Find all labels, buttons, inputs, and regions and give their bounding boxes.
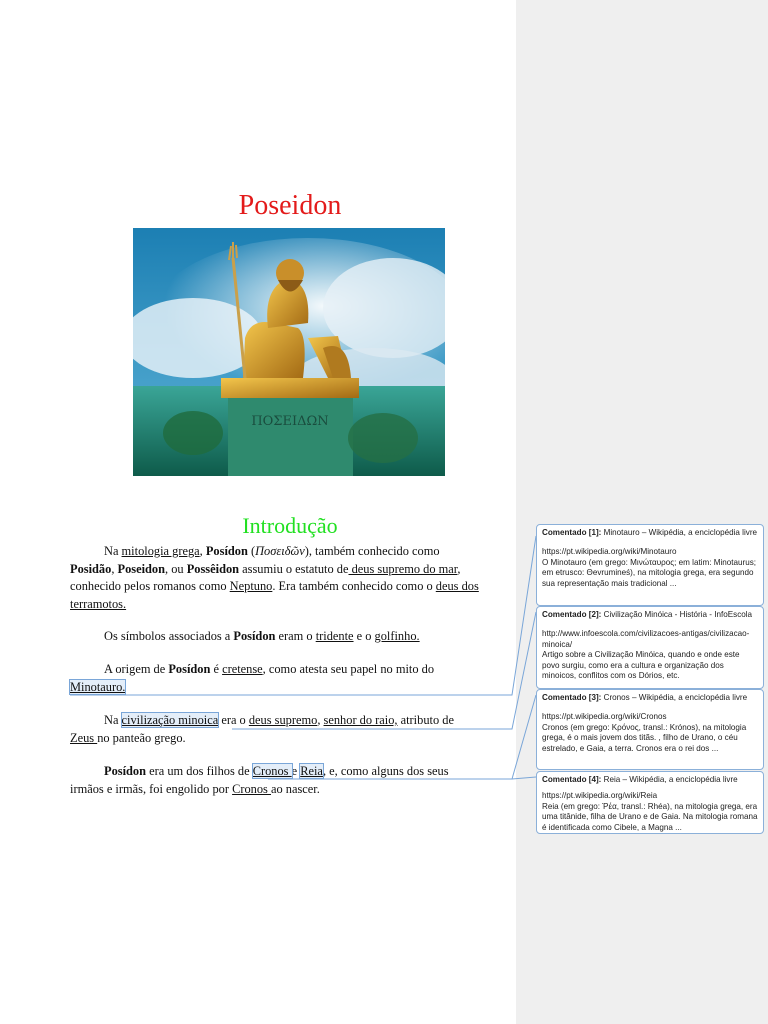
comment-title: Reia – Wikipédia, a enciclopédia livre [601,775,738,784]
text: Na [104,544,122,558]
bold-posidon: Posídon [104,764,147,778]
link-senhor-do-raio[interactable]: senhor do raio, [323,713,398,727]
link-zeus[interactable]: Zeus [70,730,98,745]
bold-poseidon: Poseidon [117,561,166,576]
comment-title: Civilização Minóica - História - InfoEscola [601,610,753,619]
text: Os símbolos associados a [104,629,234,643]
comment-url: http://www.infoescola.com/civilizacoes-antigas/civilizacao-minoica/ [542,629,750,649]
comment-header: Comentado [2]: [542,610,602,619]
bold-posidon: Posídon [233,629,276,643]
text: , [199,544,206,558]
text: A origem de [104,662,169,676]
link-cronos[interactable]: Cronos [252,764,292,778]
comment-body: Artigo sobre a Civilização Minóica, quando e onde este povo surgiu, como era a cultura e organização dos minoicos, conflitos com os Dórios, etc. [542,650,740,681]
comment-url: https://pt.wikipedia.org/wiki/Cronos [542,712,667,722]
link-civilizacao-minoica[interactable]: civilização minoica [121,713,219,727]
link-neptuno[interactable]: Neptuno [229,579,273,593]
text: e o [353,629,375,643]
comment-header: Comentado [3]: [542,693,602,702]
text: , [317,713,324,727]
comment-header: Comentado [4]: [542,775,602,784]
link-deus-terramotos[interactable]: deus dos terramotos. [70,579,479,611]
comment-url: https://pt.wikipedia.org/wiki/Minotauro [542,547,677,557]
comment-body: O Minotauro (em grego: Μινώταυρος; em latim: Minotaurus; em etrusco: Θevrumineś), na mitologia grega, era segundo sua representação mais tradicional ... [542,557,757,588]
text: Na [104,713,122,727]
comment-body: Reia (em grego: Ῥέα, transl.: Rhéa), na mitologia grega, era uma titânide, filha de Urano e de Gaia. Na mitologia romana é identificada como Cibele, a Magna ... [542,801,758,832]
text: e [291,764,301,778]
comment-header: Comentado [1]: [542,528,602,537]
link-deus-supremo-mar[interactable]: deus supremo do mar [348,561,458,576]
text: assumiu o estatuto de [239,561,349,576]
text: no panteão grego. [97,730,186,745]
text: ao nascer. [270,781,320,796]
bold-posseidon: Possêidon [186,561,240,576]
text: era um dos filhos de [146,764,253,778]
comment-2[interactable] [536,606,764,689]
link-golfinho[interactable]: golfinho. [374,629,420,643]
comment-1[interactable] [536,524,764,606]
text: ), também conhecido como [304,544,440,558]
text: , conhecido pelos romanos como [70,561,461,593]
link-mitologia-grega[interactable]: mitologia grega [121,544,200,558]
statue-inscription: ΠΟΣΕΙΔΩΝ [251,414,329,429]
greek-name: Ποσειδῶν [255,544,305,558]
bold-posidon: Posídon [205,544,248,558]
text: era o [218,713,249,727]
text: atributo de [397,713,454,727]
text: , ou [165,561,187,576]
page-title: Poseidon [238,190,342,221]
bold-posidao: Posidão [70,561,112,576]
link-reia[interactable]: Reia [300,764,323,778]
comment-title: Cronos – Wikipédia, a enciclopédia livre [601,693,748,702]
comment-url: https://pt.wikipedia.org/wiki/Reia [542,791,658,801]
comment-title: Minotauro – Wikipédia, a enciclopédia livre [601,528,758,537]
text: eram o [275,629,316,643]
comment-4[interactable] [536,771,764,834]
text: , [111,561,118,576]
link-deus-supremo[interactable]: deus supremo [248,713,318,727]
link-tridente[interactable]: tridente [315,629,354,643]
text: . Era também conhecido como o [272,579,436,593]
comment-3[interactable] [536,689,764,770]
text: , como atesta seu papel no mito do [262,662,435,676]
text: ( [247,544,256,558]
link-cronos-2[interactable]: Cronos [232,781,271,796]
link-minotauro[interactable]: Minotauro. [70,679,126,694]
text: é [210,662,223,676]
link-cretense[interactable]: cretense [222,662,263,676]
bold-posidon: Posídon [168,662,211,676]
comment-body: Cronos (em grego: Κρόνος, transl.: Krónos), na mitologia grega, é o mais jovem dos titãs. , filho de Urano, o céu estrelado, e Gaia, a terra. Cronos era o rei dos ... [542,722,747,753]
section-heading: Introdução [242,513,338,538]
text: , e, como alguns dos seus irmãos e irmãs, foi engolido por [70,764,449,796]
